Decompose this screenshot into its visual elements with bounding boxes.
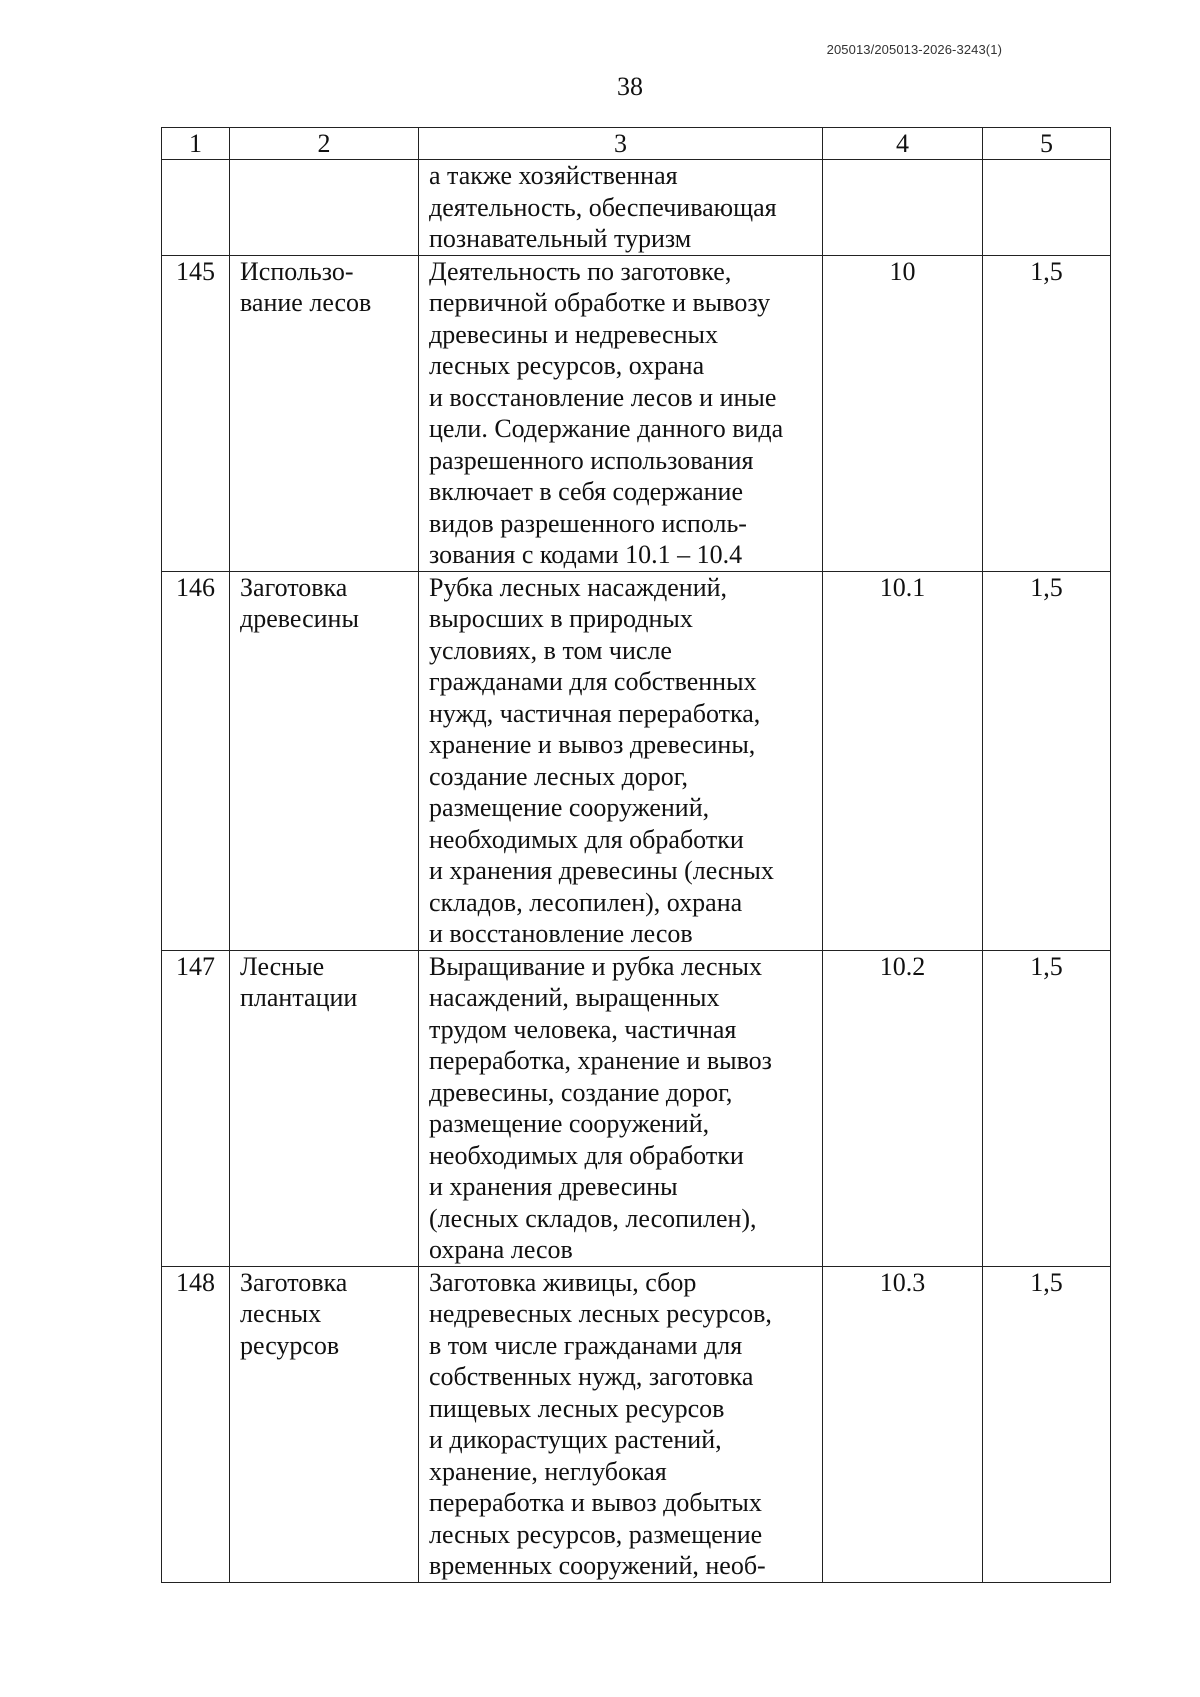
- description-cell: [419, 950, 823, 1266]
- land-use-name-cell: [230, 160, 419, 256]
- value-cell: [983, 160, 1111, 256]
- code-cell: 10: [823, 255, 983, 571]
- land-use-name-line: вание лесов: [240, 288, 372, 317]
- row-number-cell: 147: [162, 950, 230, 1266]
- description-cell: [419, 255, 823, 571]
- description-line: нужд, частичная переработка,: [429, 698, 761, 728]
- table-header-row: [162, 128, 1111, 160]
- land-use-name-line: Лесные: [240, 951, 325, 981]
- land-use-name-line: древесины: [240, 604, 359, 633]
- row-number-cell: [162, 160, 230, 256]
- description-line: и восстановление лесов и иные: [429, 382, 777, 412]
- land-use-name-line: плантации: [240, 983, 358, 1012]
- description-line: охрана лесов: [429, 1235, 573, 1264]
- table-row: [162, 160, 1111, 256]
- land-use-name-cell: [230, 950, 419, 1266]
- description-line: древесины, создание дорог,: [429, 1077, 733, 1107]
- description-line: хранение, неглубокая: [429, 1456, 667, 1486]
- code-cell: 10.2: [823, 950, 983, 1266]
- description-line: древесины и недревесных: [429, 319, 718, 349]
- header-cell-4: 4: [823, 128, 983, 160]
- land-use-name-line: Заготовка: [240, 572, 348, 602]
- land-use-name-line: Использо-: [240, 256, 354, 286]
- description-line: деятельность, обеспечивающая: [429, 192, 777, 222]
- value-cell: 1,5: [983, 950, 1111, 1266]
- header-cell-2: 2: [230, 128, 419, 160]
- description-line: (лесных складов, лесопилен),: [429, 1203, 757, 1233]
- description-line: в том числе гражданами для: [429, 1330, 743, 1360]
- table-body: [162, 128, 1111, 1583]
- table-row: [162, 255, 1111, 571]
- land-use-name-line: ресурсов: [240, 1330, 340, 1360]
- land-use-name-cell: [230, 255, 419, 571]
- description-line: недревесных лесных ресурсов,: [429, 1299, 772, 1328]
- description-line: собственных нужд, заготовка: [429, 1362, 754, 1391]
- description-line: необходимых для обработки: [429, 1140, 744, 1170]
- description-line: лесных ресурсов, охрана: [429, 351, 705, 380]
- document-id: 205013/205013-2026-3243(1): [826, 42, 1002, 57]
- description-line: и восстановление лесов: [429, 919, 693, 948]
- description-line: необходимых для обработки: [429, 824, 744, 854]
- description-cell: [419, 571, 823, 950]
- description-line: пищевых лесных ресурсов: [429, 1393, 725, 1423]
- row-number-cell: 148: [162, 1266, 230, 1582]
- value-cell: 1,5: [983, 255, 1111, 571]
- description-line: размещение сооружений,: [429, 793, 710, 822]
- description-line: складов, лесопилен), охрана: [429, 887, 743, 917]
- row-number-cell: 146: [162, 571, 230, 950]
- description-line: гражданами для собственных: [429, 667, 757, 696]
- description-line: Выращивание и рубка лесных: [429, 951, 762, 981]
- description-line: создание лесных дорог,: [429, 761, 689, 791]
- description-line: Деятельность по заготовке,: [429, 256, 732, 286]
- header-cell-5: 5: [983, 128, 1111, 160]
- description-line: насаждений, выращенных: [429, 983, 720, 1012]
- code-cell: [823, 160, 983, 256]
- land-use-name-cell: [230, 1266, 419, 1582]
- description-line: цели. Содержание данного вида: [429, 414, 784, 443]
- description-line: Заготовка живицы, сбор: [429, 1267, 697, 1297]
- description-line: временных сооружений, необ-: [429, 1551, 766, 1580]
- land-use-name-line: Заготовка: [240, 1267, 348, 1297]
- value-cell: 1,5: [983, 571, 1111, 950]
- header-cell-1: 1: [162, 128, 230, 160]
- description-line: видов разрешенного исполь-: [429, 508, 747, 538]
- description-line: и хранения древесины: [429, 1172, 678, 1201]
- description-line: а также хозяйственная: [429, 161, 678, 190]
- description-line: и хранения древесины (лесных: [429, 856, 774, 885]
- description-line: трудом человека, частичная: [429, 1014, 737, 1044]
- description-line: переработка, хранение и вывоз: [429, 1046, 772, 1075]
- description-line: включает в себя содержание: [429, 477, 743, 506]
- page-number: 38: [617, 72, 643, 101]
- code-cell: 10.1: [823, 571, 983, 950]
- header-cell-3: 3: [419, 128, 823, 160]
- code-cell: 10.3: [823, 1266, 983, 1582]
- description-line: разрешенного использования: [429, 445, 754, 475]
- description-line: размещение сооружений,: [429, 1109, 710, 1138]
- description-line: познавательный туризм: [429, 224, 692, 253]
- land-use-name-cell: [230, 571, 419, 950]
- table-row: [162, 1266, 1111, 1582]
- description-line: хранение и вывоз древесины,: [429, 730, 756, 759]
- description-line: первичной обработке и вывозу: [429, 288, 771, 317]
- description-cell: [419, 1266, 823, 1582]
- table-row: [162, 950, 1111, 1266]
- land-use-name-line: лесных: [240, 1299, 322, 1328]
- description-cell: [419, 160, 823, 256]
- description-line: Рубка лесных насаждений,: [429, 572, 728, 602]
- value-cell: 1,5: [983, 1266, 1111, 1582]
- description-line: выросших в природных: [429, 604, 693, 633]
- table-row: [162, 571, 1111, 950]
- description-line: и дикорастущих растений,: [429, 1425, 722, 1454]
- land-use-table: [161, 127, 1111, 1583]
- description-line: лесных ресурсов, размещение: [429, 1519, 763, 1549]
- description-line: условиях, в том числе: [429, 635, 672, 665]
- row-number-cell: 145: [162, 255, 230, 571]
- description-line: переработка и вывоз добытых: [429, 1488, 762, 1517]
- description-line: зования с кодами 10.1 – 10.4: [429, 540, 743, 569]
